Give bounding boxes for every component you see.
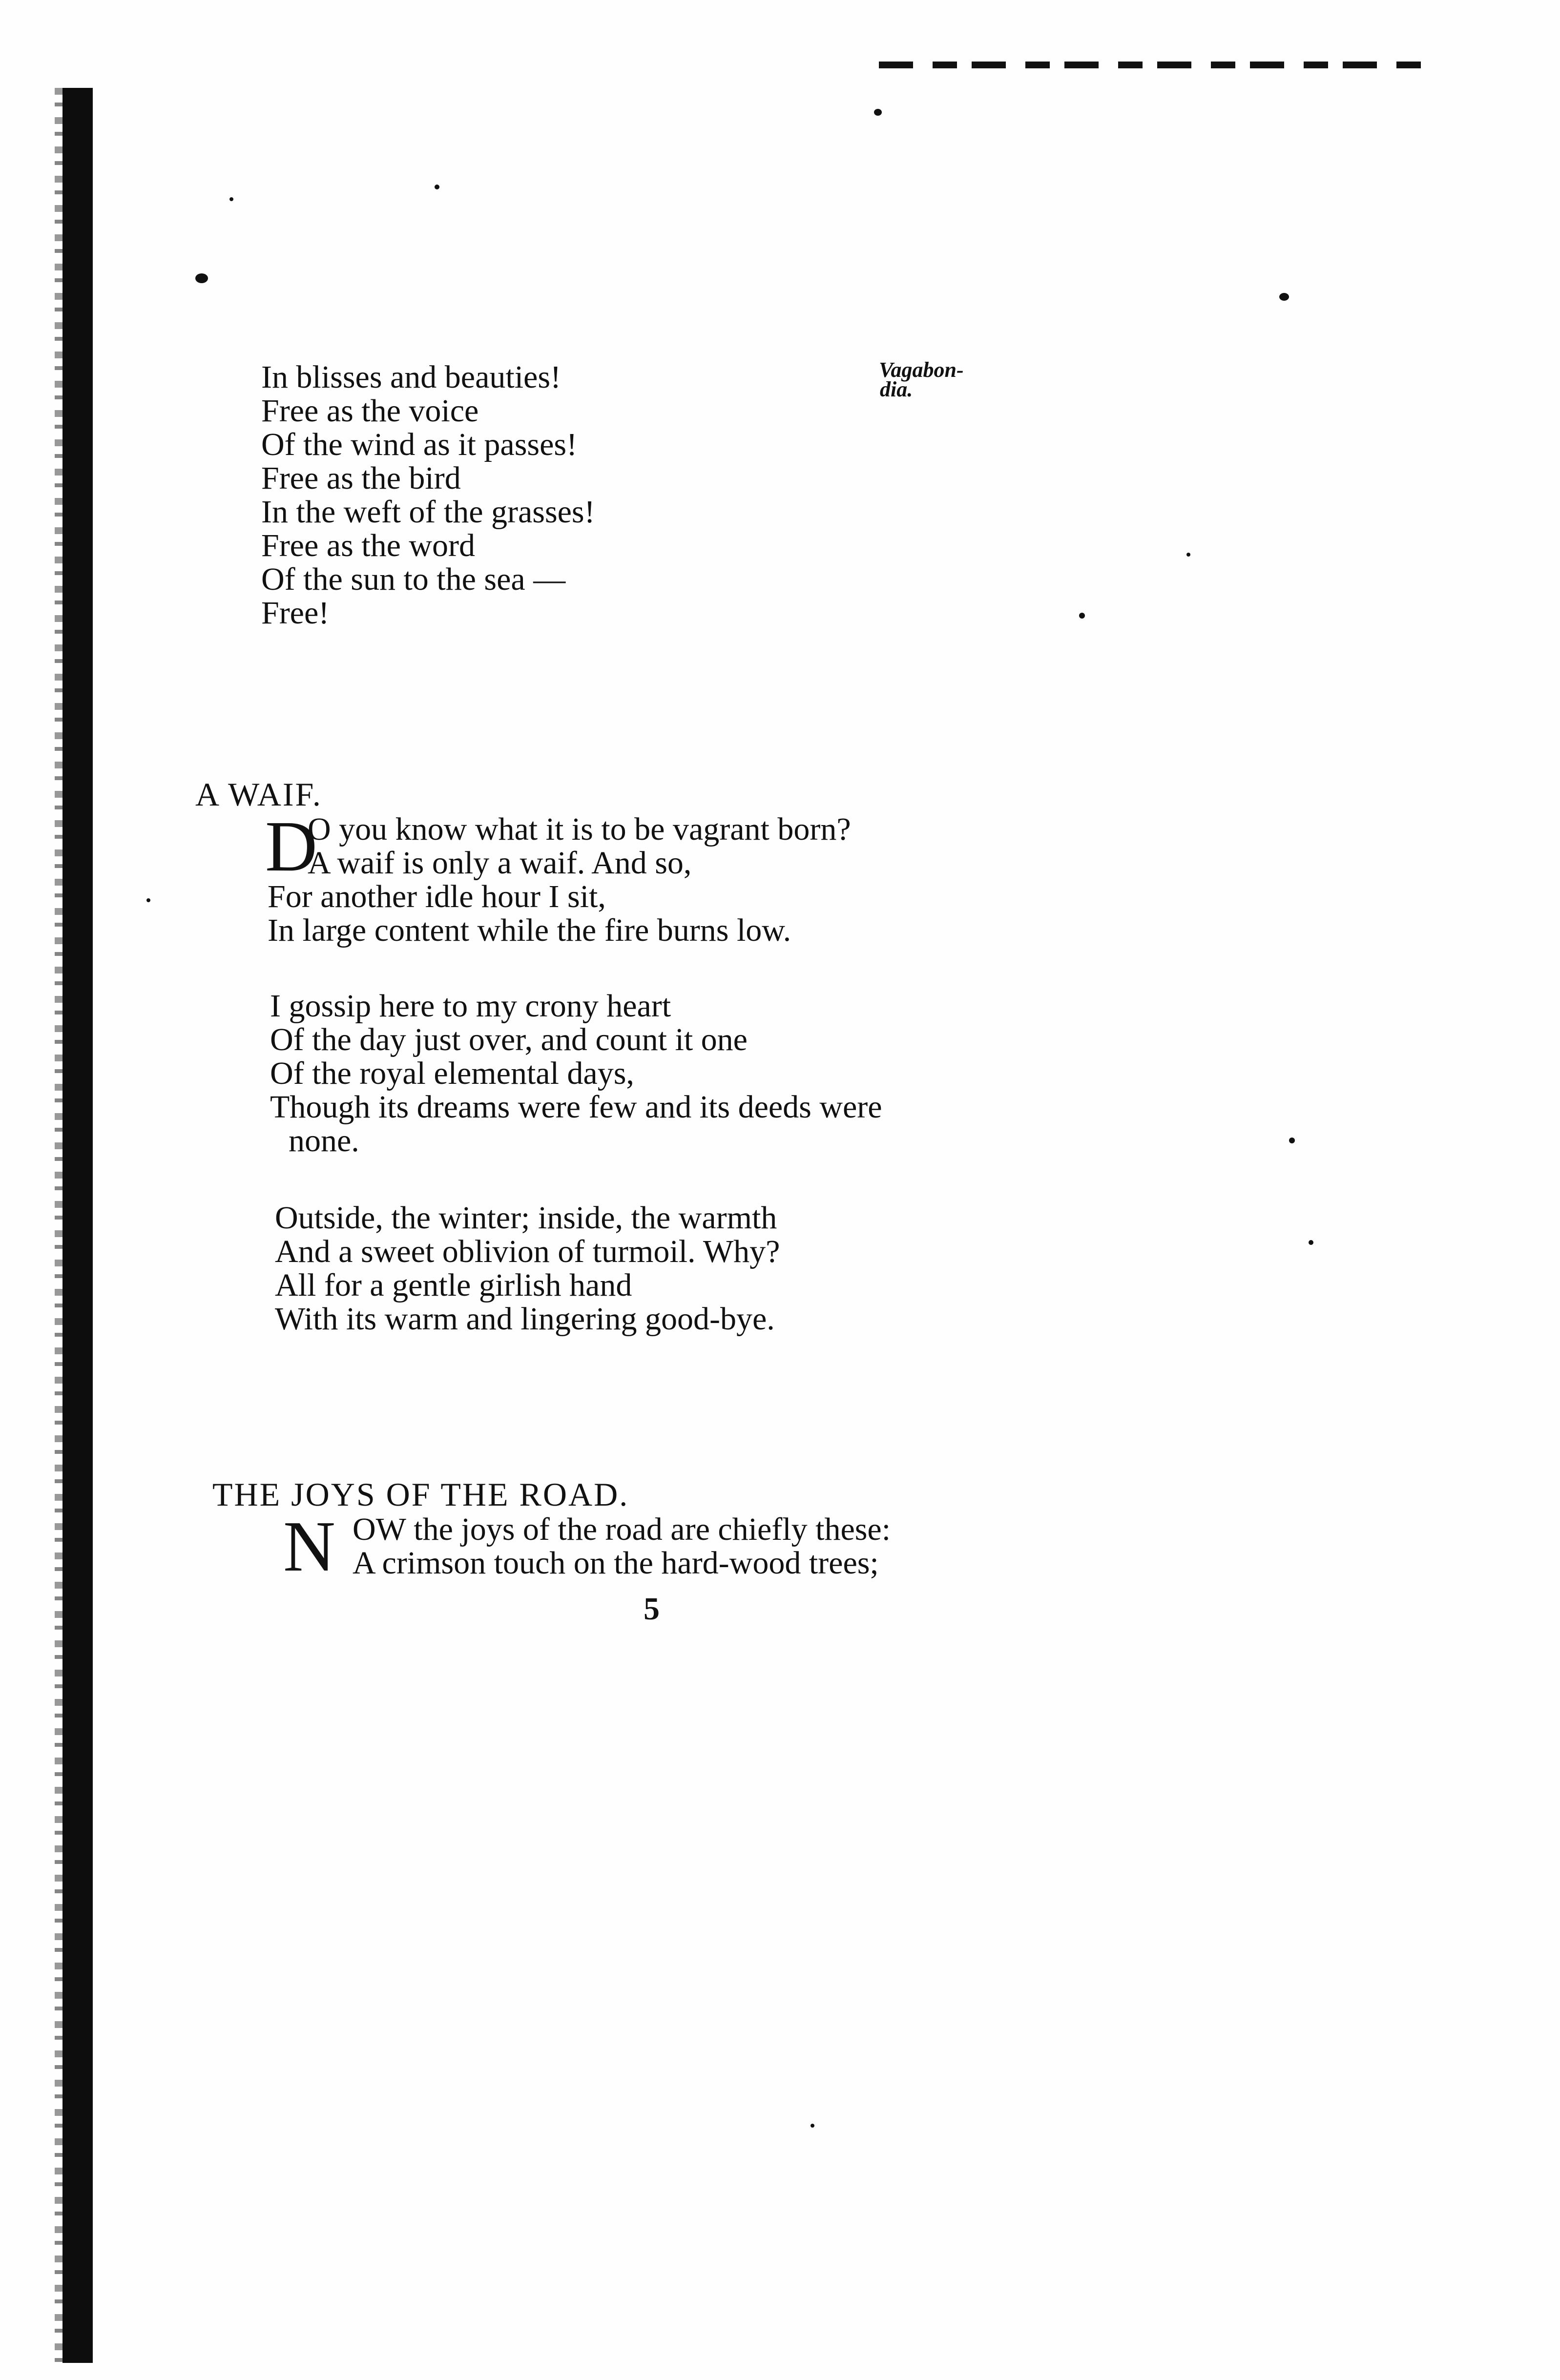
verse-line: In large content while the fire burns low. [268, 912, 791, 948]
verse-line: A crimson touch on the hard-wood trees; [353, 1545, 879, 1581]
stanza [353, 1512, 891, 1580]
verse-line: Outside, the winter; inside, the warmth [275, 1200, 777, 1236]
ink-speck [195, 273, 208, 283]
verse-line: Free as the bird [261, 460, 461, 496]
verse-line: Of the wind as it passes! [261, 427, 578, 462]
stanza [268, 880, 791, 947]
ink-speck [1079, 613, 1085, 619]
verse-line: A waif is only a waif. And so, [308, 845, 692, 881]
page-number: 5 [644, 1591, 660, 1627]
ink-speck [1289, 1138, 1295, 1143]
drop-cap: N [283, 1507, 335, 1587]
ink-speck [229, 197, 233, 201]
ink-speck [1279, 293, 1289, 301]
verse-line: Of the royal elemental days, [270, 1055, 634, 1091]
verse-line: Free as the voice [261, 393, 479, 429]
verse-line: O you know what it is to be vagrant born? [308, 811, 851, 847]
verse-line: Free as the word [261, 528, 476, 563]
verse-line: none. [289, 1123, 359, 1159]
verse-line: Free! [261, 595, 330, 631]
verse-line: I gossip here to my crony heart [270, 988, 671, 1024]
ink-speck [435, 185, 439, 189]
verse-line: Though its dreams were few and its deeds were [270, 1089, 882, 1125]
verse-line: OW the joys of the road are chiefly these: [353, 1511, 891, 1547]
stanza [308, 812, 851, 880]
margin-note-line: Vagabon- [879, 358, 964, 382]
verse-line: And a sweet oblivion of turmoil. Why? [275, 1234, 780, 1269]
binding-shadow [62, 88, 93, 2363]
ink-speck [811, 2124, 814, 2128]
drop-cap: D [265, 807, 317, 887]
ink-speck [1309, 1240, 1313, 1245]
stanza-continued [261, 360, 595, 630]
verse-line: In the weft of the grasses! [261, 494, 595, 530]
verse-line: Of the sun to the sea — [261, 561, 566, 597]
ink-speck [874, 109, 882, 116]
stanza [275, 1201, 780, 1336]
margin-note [879, 360, 964, 399]
verse-line: In blisses and beauties! [261, 359, 562, 395]
stanza [270, 989, 882, 1158]
ink-speck [1186, 553, 1190, 557]
verse-line: Of the day just over, and count it one [270, 1022, 748, 1057]
verse-line: With its warm and lingering good-bye. [275, 1301, 775, 1337]
torn-top-edge [879, 62, 1426, 68]
poem-title: THE JOYS OF THE ROAD. [212, 1476, 629, 1513]
ink-speck [146, 898, 150, 902]
poem-title: A WAIF. [195, 776, 322, 813]
margin-note-line: dia. [880, 377, 913, 401]
verse-line: For another idle hour I sit, [268, 879, 606, 914]
verse-line: All for a gentle girlish hand [275, 1267, 632, 1303]
